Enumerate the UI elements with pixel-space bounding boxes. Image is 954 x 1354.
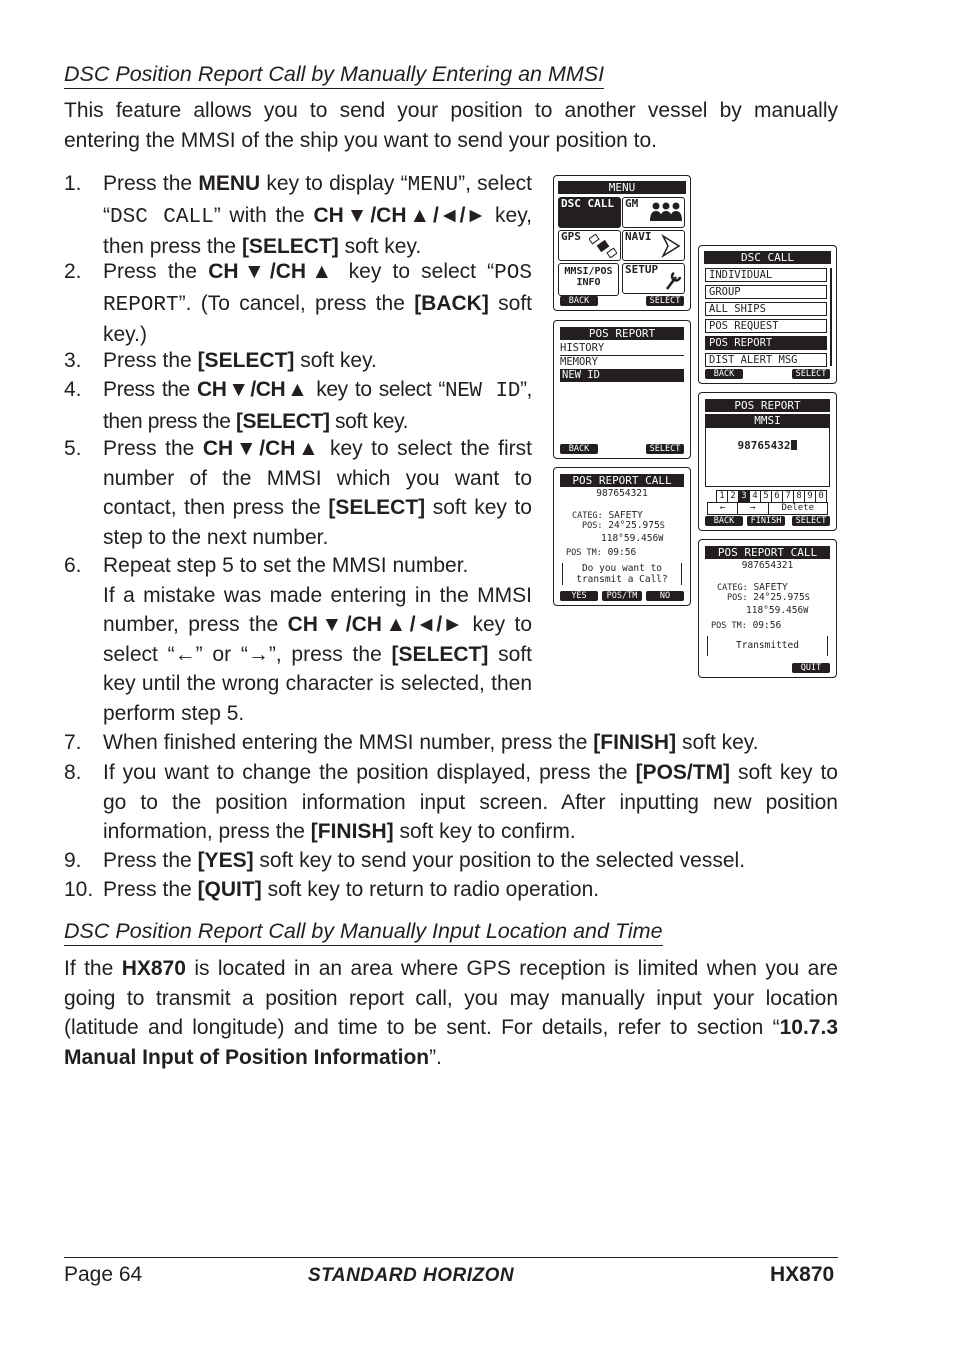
menu-item-pos-request[interactable]: POS REQUEST — [705, 319, 827, 333]
left-arrow-key[interactable]: ← — [708, 503, 738, 514]
step-text: Press the CH▼/CH▲ key to select the first number of the MMSI which you want to contact, then press the [SELECT] soft key to step to the next number. — [103, 437, 532, 549]
step-number: 8. — [64, 761, 82, 784]
softkey-select[interactable]: SELECT — [792, 516, 830, 526]
latitude-line: POS: 24°25.975S — [582, 520, 665, 531]
digit-key[interactable]: 7 — [782, 490, 794, 503]
step-text: Press the [YES] soft key to send your position to the selected vessel. — [103, 849, 746, 872]
right-arrow-key[interactable]: → — [738, 503, 768, 514]
softkey-back[interactable]: BACK — [560, 296, 598, 306]
step-text: Press the [SELECT] soft key. — [103, 349, 377, 372]
longitude-line: 118°59.456W — [601, 533, 664, 544]
lcd-pos-report-screen — [553, 320, 691, 459]
section-heading-1: DSC Position Report Call by Manually Entering an MMSI — [64, 62, 604, 89]
step-text: When finished entering the MMSI number, press the [FINISH] soft key. — [103, 731, 759, 754]
step-number: 4. — [64, 378, 82, 401]
softkey-finish[interactable]: FINISH — [747, 516, 785, 526]
arrow-row[interactable] — [707, 502, 828, 515]
menu-item-pos-report[interactable]: POS REPORT — [705, 336, 827, 350]
page-number: Page 64 — [64, 1263, 143, 1286]
step-number: 6. — [64, 554, 82, 577]
menu-tile-setup[interactable]: SETUP — [622, 263, 685, 294]
section-heading-2: DSC Position Report Call by Manually Input Location and Time — [64, 919, 663, 946]
transmit-prompt: Do you want to transmit a Call? — [562, 563, 682, 585]
lcd-title: POS REPORT CALL — [560, 474, 684, 487]
menu-tile-gm[interactable]: GM — [622, 197, 685, 228]
digit-key[interactable]: 8 — [793, 490, 805, 503]
menu-item-all-ships[interactable]: ALL SHIPS — [705, 302, 827, 316]
section-2-paragraph: If the HX870 is located in an area where GPS reception is limited when you are going to transmit a position report call, you may manually input your location (latitude and longitude) and time to be sent. For details, refer to section “10.7.3 Manual Input of Position Information”. — [64, 957, 838, 1069]
brand-logo: STANDARD HORIZON — [308, 1265, 515, 1286]
delete-key[interactable]: Delete — [781, 503, 814, 513]
digit-key[interactable]: 4 — [749, 490, 761, 503]
category-line: CATEG: SAFETY — [572, 510, 643, 521]
group-people-icon — [648, 201, 682, 223]
lcd-menu-screen — [553, 175, 691, 311]
menu-tile-gps[interactable]: GPS — [558, 230, 621, 261]
menu-item-new-id[interactable]: NEW ID — [560, 369, 684, 382]
softkey-select[interactable]: SELECT — [646, 444, 684, 454]
softkey-select[interactable]: SELECT — [792, 369, 830, 379]
model-name: HX870 — [770, 1263, 835, 1286]
lcd-title: POS REPORT — [705, 399, 830, 412]
softkey-yes[interactable]: YES — [560, 591, 598, 601]
softkey-select[interactable]: SELECT — [646, 296, 684, 306]
intro-paragraph: This feature allows you to send your position to another vessel by manually entering the MMSI of the ship you want to send your position to. — [64, 99, 838, 152]
longitude-line: 118°59.456W — [746, 605, 809, 616]
softkey-back[interactable]: BACK — [705, 516, 743, 526]
step-number: 1. — [64, 172, 82, 195]
menu-item-individual[interactable]: INDIVIDUAL — [705, 268, 827, 282]
step-number: 3. — [64, 349, 82, 372]
menu-item-group[interactable]: GROUP — [705, 285, 827, 299]
softkey-back[interactable]: BACK — [705, 369, 743, 379]
menu-item-history[interactable]: HISTORY — [560, 342, 684, 356]
lcd-title: MENU — [558, 181, 686, 194]
step-text: Repeat step 5 to set the MMSI number. If a mistake was made entering in the MMSI number, press the CH▼/CH▲/◄/► key to select “←” or “→”, press the [SELECT] soft key until the wrong character is selected, then perform step 5. — [103, 554, 533, 725]
time-line: POS TM: 09:56 — [711, 620, 782, 631]
target-mmsi: 987654321 — [596, 488, 648, 499]
digit-key[interactable]: 6 — [771, 490, 783, 503]
digit-key[interactable]: 3 — [738, 490, 750, 503]
navigation-arrow-icon — [661, 234, 681, 258]
step-number: 10. — [64, 878, 94, 901]
softkey-back[interactable]: BACK — [560, 444, 598, 454]
lcd-title: POS REPORT — [560, 327, 684, 340]
digit-key[interactable]: 1 — [716, 490, 728, 503]
category-line: CATEG: SAFETY — [717, 582, 788, 593]
menu-tile-mmsi-pos-info[interactable]: MMSI/POS INFO — [558, 263, 619, 296]
transmitted-status: Transmitted — [707, 636, 828, 656]
step-text: If you want to change the position displayed, press the [POS/TM] soft key to go to the position information input screen. After inputting new position information, press the [FINISH] soft key to confirm. — [103, 761, 838, 843]
step-text: Press the CH▼/CH▲ key to select “NEW ID”, then press the [SELECT] soft key. — [103, 378, 532, 433]
target-mmsi: 987654321 — [741, 560, 794, 571]
digit-key[interactable]: 0 — [815, 490, 827, 503]
menu-tile-dsc-call[interactable]: DSC CALL — [558, 197, 621, 228]
lcd-call-sent-screen — [698, 539, 837, 678]
step-text: Press the MENU key to display “MENU”, select “DSC CALL” with the CH▼/CH▲/◄/► key, then press the [SELECT] soft key. — [103, 172, 533, 258]
lcd-title: POS REPORT CALL — [705, 546, 830, 559]
wrench-icon — [664, 269, 682, 291]
step-text: Press the [QUIT] soft key to return to radio operation. — [103, 878, 600, 901]
step-number: 9. — [64, 849, 82, 872]
scrollbar[interactable] — [830, 268, 832, 366]
step-number: 2. — [64, 260, 82, 283]
digit-key[interactable]: 5 — [760, 490, 772, 503]
lcd-title: DSC CALL — [704, 251, 831, 264]
step-text: Press the CH▼/CH▲ key to select “POS REPORT”. (To cancel, press the [BACK] soft key.) — [103, 260, 532, 346]
digit-selector[interactable] — [716, 490, 826, 501]
mmsi-input-box[interactable] — [705, 427, 830, 487]
mmsi-value: 98765432 — [737, 439, 791, 452]
step-number: 5. — [64, 437, 82, 460]
lcd-dsc-call-screen — [698, 245, 837, 384]
menu-tile-navi[interactable]: NAVI — [622, 230, 685, 261]
latitude-line: POS: 24°25.975S — [727, 592, 810, 603]
step-number: 7. — [64, 731, 82, 754]
lcd-mmsi-entry-screen — [698, 392, 837, 531]
cursor — [791, 440, 797, 450]
softkey-pos-tm[interactable]: POS/TM — [602, 591, 642, 601]
menu-item-dist-alert-msg[interactable]: DIST ALERT MSG — [705, 353, 827, 367]
time-line: POS TM: 09:56 — [566, 547, 637, 558]
satellite-icon — [589, 234, 617, 258]
lcd-subtitle: MMSI — [705, 414, 830, 427]
digit-key[interactable]: 9 — [804, 490, 816, 503]
softkey-quit[interactable]: QUIT — [792, 663, 830, 673]
softkey-no[interactable]: NO — [646, 591, 684, 601]
footer-rule — [64, 1257, 838, 1258]
digit-key[interactable]: 2 — [727, 490, 739, 503]
lcd-call-confirm-screen — [553, 467, 691, 606]
menu-item-memory[interactable]: MEMORY — [560, 356, 598, 368]
